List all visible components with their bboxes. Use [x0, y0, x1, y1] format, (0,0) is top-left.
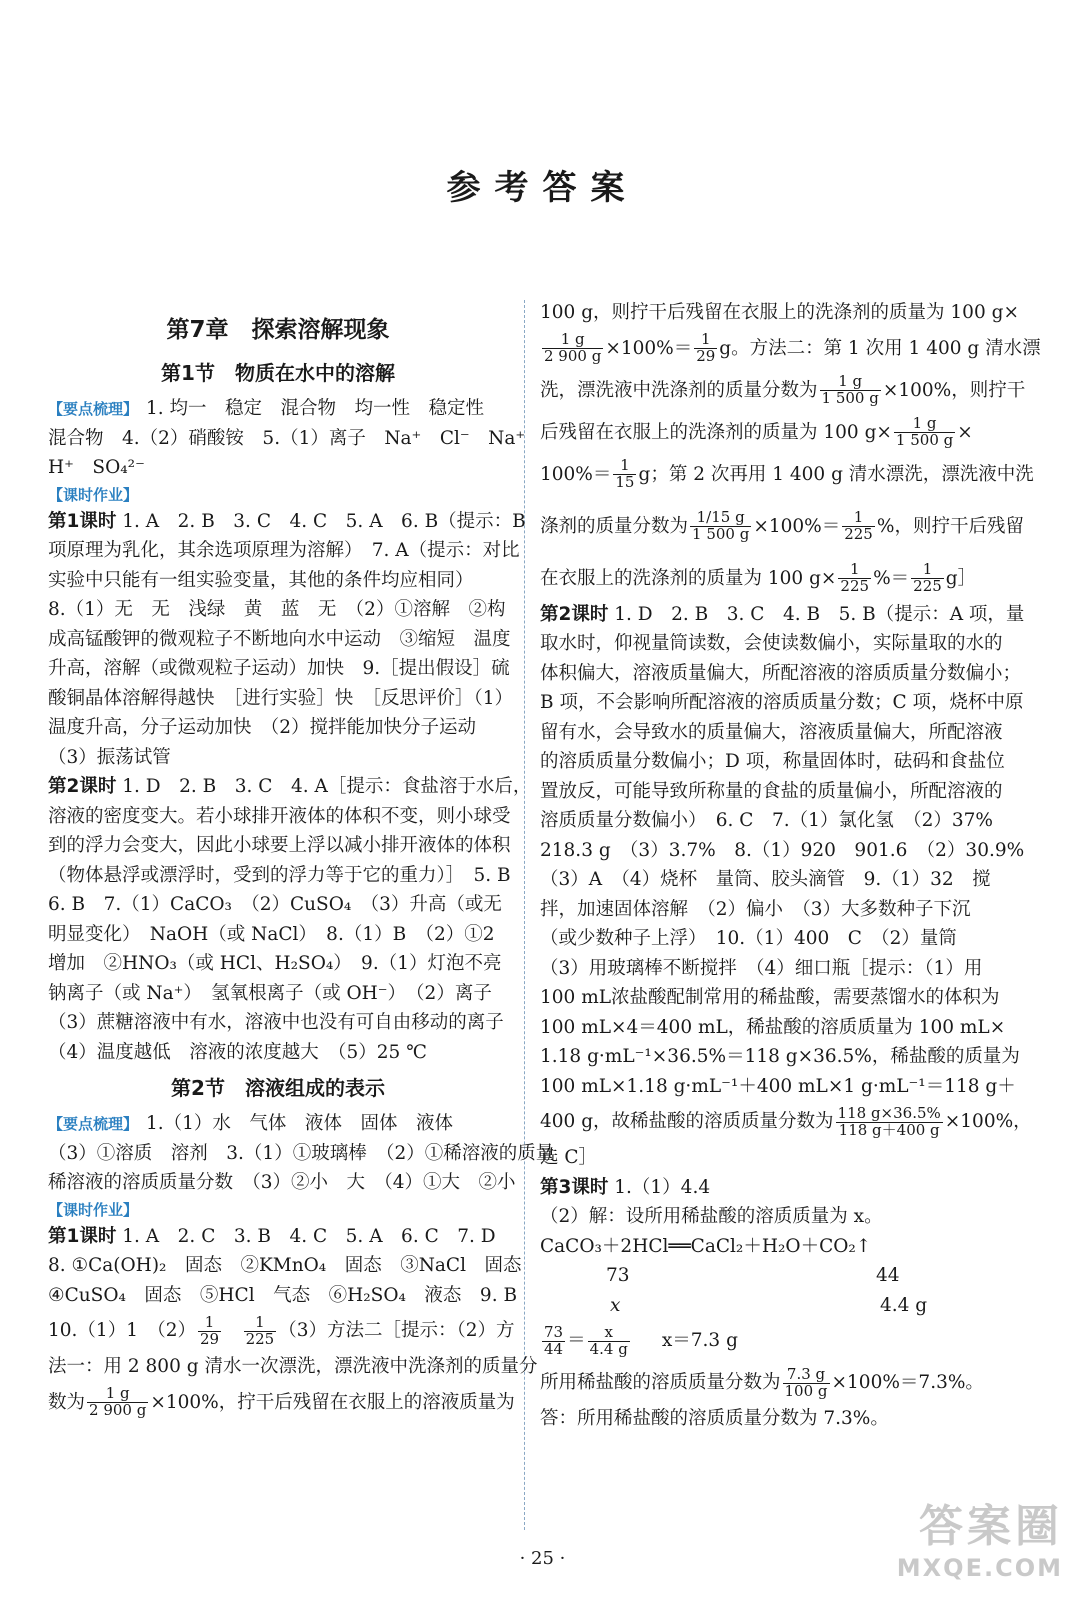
- text: g；第 2 次再用 1 400 g 清水漂洗，漂洗液中洗: [638, 463, 1034, 485]
- text: 10.（1）1 （2）: [48, 1320, 196, 1341]
- text-line: 溶液的密度变大。若小球排开液体的体积不变，则小球受: [48, 805, 511, 827]
- text: 所用稀盐酸的溶质质量分数为: [540, 1372, 781, 1393]
- fraction: [613, 458, 636, 491]
- text-line: 8.（1）无 无 浅绿 黄 蓝 无 （2）①溶解 ②构: [48, 599, 506, 620]
- text-line: [540, 558, 1010, 600]
- numerator: 1: [613, 458, 636, 475]
- text-line: 体积偏大，溶液质量偏大，所配溶液的溶质质量分数偏小；: [540, 662, 1022, 684]
- denominator: 29: [199, 1329, 220, 1348]
- fraction: [87, 1386, 148, 1419]
- numerator: x: [588, 1325, 630, 1342]
- text-line: 100 g，则拧干后残留在衣服上的洗涤剂的质量为 100 g×: [540, 302, 1019, 323]
- text: 1.（1）4.4: [614, 1176, 711, 1198]
- fraction: [783, 1364, 830, 1400]
- ratio-line: [540, 1320, 1010, 1362]
- text-line: 取水时，仰视量筒读数，会使读数偏小，实际量取的水的: [540, 633, 1003, 654]
- text-line: 酸铜晶体溶解得越快 ［进行实验］快 ［反思评价］（1）: [48, 687, 514, 709]
- fraction: [542, 1322, 565, 1358]
- text: ×100%＝7.3%。: [831, 1372, 984, 1393]
- text: %＝: [873, 567, 910, 589]
- fraction: [894, 416, 955, 449]
- watermark-text: 答案圈: [919, 1501, 1063, 1552]
- fraction: [588, 1322, 630, 1358]
- lesson-label: 第1课时: [48, 1225, 117, 1247]
- numerator: 118 g×36.5%: [837, 1103, 941, 1122]
- text-line: （3）用玻璃棒不断搅拌 （4）细口瓶［提示：（1）用: [540, 957, 983, 979]
- numerator: 1: [838, 562, 871, 579]
- text-line: [540, 412, 1010, 454]
- denominator: 15: [615, 473, 635, 491]
- denominator: 225: [844, 525, 873, 543]
- numerator: 1 g: [542, 332, 603, 349]
- s1-points-line: [48, 394, 508, 424]
- text: 在衣服上的洗涤剂的质量为 100 g×: [540, 567, 837, 589]
- text-line: 6. B 7.（1）CaCO₃ （2）CuSO₄ （3）升高（或无: [48, 894, 502, 915]
- text-line: B 项，不会影响所配溶液的溶质质量分数；C 项，烧杯中原: [540, 692, 1024, 713]
- chapter-title: 第7章 探索溶解现象: [166, 317, 390, 343]
- denominator: 1 500 g: [821, 389, 879, 407]
- text-line: 100 mL×1.18 g·mL⁻¹＋400 mL×1 g·mL⁻¹＝118 g＋: [540, 1075, 1016, 1097]
- lesson-2-line: [540, 600, 1025, 630]
- watermark-url: MXQE.COM: [896, 1554, 1063, 1582]
- text: 后残留在衣服上的洗涤剂的质量为 100 g×: [540, 421, 892, 443]
- denominator: 44: [544, 1339, 564, 1358]
- column-divider: [524, 300, 525, 1530]
- text-line: 法一：用 2 800 g 清水一次漂洗，漂洗液中洗涤剂的质量分: [48, 1356, 538, 1377]
- key-points-tag: 【要点梳理】: [48, 400, 139, 418]
- denominator: 2 900 g: [89, 1401, 147, 1419]
- text: ×: [957, 421, 973, 443]
- text: %，则拧干后残留: [876, 515, 1024, 537]
- numerator: 1: [842, 510, 875, 527]
- text-line: 选 C］: [540, 1147, 598, 1168]
- denominator: 225: [913, 577, 942, 595]
- lesson-3-line: [540, 1173, 1010, 1203]
- fraction: [694, 332, 717, 365]
- text: 1. A 2. B 3. C 4. C 5. A 6. B（提示：B: [122, 510, 526, 532]
- text: x: [610, 1294, 621, 1316]
- text-line: 的溶质质量分数偏小；D 项，称量固体时，砝码和食盐位: [540, 751, 1005, 772]
- text: ×100%，则拧干: [882, 379, 1026, 401]
- numerator: 1 g: [894, 416, 955, 433]
- text-line: 升高，溶解（或微观粒子运动）加快 9.［提出假设］硫: [48, 658, 510, 679]
- text-line: H⁺ SO₄²⁻: [48, 457, 145, 478]
- text-line: [540, 1101, 1032, 1143]
- denominator: 225: [840, 577, 870, 595]
- text-line: 明显变化） NaOH（或 NaCl） 8.（1）B （2）①2: [48, 923, 495, 945]
- text: 73: [606, 1265, 630, 1286]
- final-answer: 答：所用稀盐酸的溶质质量分数为 7.3%。: [540, 1408, 889, 1429]
- lesson-label: 第1课时: [48, 510, 117, 532]
- text: 4.4 g: [880, 1294, 928, 1316]
- text-line: 成高锰酸钾的微观粒子不断地向水中运动 ③缩短 温度: [48, 628, 511, 650]
- text-line: （3）蔗糖溶液中有水，溶液中也没有可自由移动的离子: [48, 1012, 504, 1033]
- text: 涤剂的质量分数为: [540, 515, 689, 537]
- text-line: [540, 454, 1034, 496]
- numerator: 1 g: [87, 1386, 148, 1403]
- page-number: · 25 ·: [519, 1548, 566, 1569]
- text-line: 到的浮力会变大，因此小球要上浮以减小排开液体的体积: [48, 835, 511, 856]
- lesson-label: 第2课时: [48, 776, 117, 797]
- text: x＝7.3 g: [661, 1330, 738, 1351]
- text-line: 增加 ②HNO₃（或 HCl、H₂SO₄） 9.（1）灯泡不亮: [48, 953, 502, 974]
- text: 1. A 2. C 3. B 4. C 5. A 6. C 7. D: [122, 1225, 496, 1247]
- text-line: （或少数种子上浮） 10.（1）400 C （2）量筒: [540, 928, 957, 949]
- text-line: [540, 1362, 1010, 1404]
- text-line: （3）振荡试管: [48, 746, 171, 768]
- text-line: ④CuSO₄ 固态 ⑤HCl 气态 ⑥H₂SO₄ 液态 9. B: [48, 1284, 518, 1306]
- text: 1.（1）水 气体 液体 固体 液体: [146, 1113, 453, 1134]
- text: 100%＝: [540, 463, 612, 485]
- text: 1. D 2. B 3. C 4. A［提示：食盐溶于水后，: [122, 776, 532, 797]
- text-line: 1.18 g·mL⁻¹×36.5%＝118 g×36.5%，稀盐酸的质量为: [540, 1046, 1020, 1067]
- text-line: [540, 496, 1024, 558]
- fraction: [842, 510, 875, 543]
- denominator: 4.4 g: [589, 1339, 628, 1358]
- lesson-label: 第3课时: [540, 1176, 609, 1198]
- fraction: [542, 332, 603, 365]
- homework-tag: 【课时作业】: [48, 485, 139, 504]
- text-line: （2）解：设所用稀盐酸的溶质质量为 x。: [540, 1206, 883, 1227]
- text: 1. D 2. B 3. C 4. B 5. B（提示：A 项，量: [614, 603, 1025, 625]
- text-line: 钠离子（或 Na⁺） 氢氧根离子（或 OH⁻） （2）离子: [48, 982, 492, 1004]
- fraction: [198, 1312, 221, 1348]
- denominator: 1 500 g: [692, 525, 750, 543]
- text: （3）方法二［提示：（2）方: [278, 1320, 515, 1341]
- denominator: 225: [245, 1329, 275, 1348]
- denominator: 2 900 g: [544, 347, 602, 365]
- denominator: 1 500 g: [895, 431, 954, 449]
- numerator: 7.3 g: [783, 1367, 830, 1384]
- fraction: [836, 1103, 943, 1139]
- fraction: [911, 562, 944, 595]
- numerator: 1: [198, 1315, 221, 1332]
- s2-points-line: [48, 1109, 508, 1139]
- text-line: 溶质质量分数偏小） 6. C 7.（1）氯化氢 （2）37%: [540, 810, 993, 831]
- lesson-label: 第2课时: [540, 603, 609, 625]
- text-line: 218.3 g （3）3.7% 8.（1）920 901.6 （2）30.9%: [540, 839, 1025, 861]
- text-line: 拌，加速固体溶解 （2）偏小 （3）大多数种子下沉: [540, 898, 971, 920]
- fraction: [820, 374, 881, 407]
- text: ×100%，拧干后残留在衣服上的溶液质量为: [150, 1391, 515, 1413]
- text-line: 混合物 4.（2）硝酸铵 5.（1）离子 Na⁺ Cl⁻ Na⁺: [48, 427, 526, 449]
- numerator: 1: [911, 562, 944, 579]
- s1-lesson-2-line: [48, 772, 532, 802]
- text-line: 8. ①Ca(OH)₂ 固态 ②KMnO₄ 固态 ③NaCl 固态: [48, 1255, 522, 1276]
- text-line: （物体悬浮或漂浮时，受到的浮力等于它的重力）］ 5. B: [48, 864, 511, 886]
- section-1-title: 第1节 物质在水中的溶解: [161, 361, 395, 385]
- q10-line: [48, 1310, 515, 1352]
- text: ×100%＝: [605, 337, 693, 359]
- text-line: [540, 370, 1026, 412]
- denominator: 29: [696, 347, 716, 365]
- text: ＝: [567, 1330, 586, 1351]
- numerator: 1 g: [820, 374, 881, 391]
- key-points-tag: 【要点梳理】: [48, 1115, 139, 1133]
- text-line: 100 mL浓盐酸配制常用的稀盐酸，需要蒸馏水的体积为: [540, 987, 1000, 1008]
- fraction: [690, 510, 751, 543]
- denominator: 118 g＋400 g: [838, 1120, 940, 1139]
- eq-values-row: [540, 1291, 1010, 1321]
- s2-lesson-1-line: [48, 1222, 508, 1252]
- text-line: [48, 1382, 515, 1424]
- eq-values-row: [540, 1261, 1010, 1291]
- text-line: 温度升高，分子运动加快 （2）搅拌能加快分子运动: [48, 717, 477, 738]
- fraction: [244, 1312, 277, 1348]
- text: g。方法二：第 1 次用 1 400 g 清水漂: [719, 337, 1041, 359]
- text-line: 实验中只能有一组实验变量，其他的条件均应相同）: [48, 569, 474, 591]
- text-line: （3）A （4）烧杯 量筒、胶头滴管 9.（1）32 搅: [540, 869, 991, 890]
- text: ×100%，: [944, 1111, 1032, 1132]
- text: ×100%＝: [753, 515, 841, 537]
- text-line: （3）①溶质 溶剂 3.（1）①玻璃棒 （2）①稀溶液的质量: [48, 1142, 555, 1164]
- right-column: [540, 296, 1041, 1434]
- text-line: [540, 328, 1041, 370]
- text: g］: [945, 567, 977, 589]
- text-line: 100 mL×4＝400 mL，稀盐酸的溶质质量为 100 mL×: [540, 1016, 1006, 1038]
- text: 44: [876, 1265, 900, 1286]
- s1-lesson-1-line: [48, 507, 526, 537]
- numerator: 73: [544, 1322, 564, 1341]
- numerator: 1: [694, 332, 717, 349]
- page-title: 参考答案: [446, 168, 639, 208]
- text: 洗，漂洗液中洗涤剂的质量分数为: [540, 379, 818, 401]
- text: 数为: [48, 1391, 86, 1413]
- denominator: 100 g: [784, 1381, 828, 1400]
- chemical-equation: CaCO₃＋2HCl══CaCl₂＋H₂O＋CO₂↑: [540, 1235, 872, 1257]
- text-line: 置放反，可能导致所称量的食盐的质量偏小，所配溶液的: [540, 780, 1003, 802]
- text-line: 项原理为乳化，其余选项原理为溶解） 7. A（提示：对比: [48, 540, 520, 561]
- section-2-title: 第2节 溶液组成的表示: [171, 1076, 385, 1100]
- numerator: 1/15 g: [690, 510, 751, 527]
- text: 1. 均一 稳定 混合物 均一性 稳定性: [146, 398, 485, 419]
- homework-tag: 【课时作业】: [48, 1200, 139, 1219]
- text: 400 g，故稀盐酸的溶质质量分数为: [540, 1111, 834, 1132]
- fraction: [838, 562, 871, 595]
- text-line: 留有水，会导致水的质量偏大，溶液质量偏大，所配溶液: [540, 721, 1003, 743]
- numerator: 1: [244, 1315, 277, 1332]
- watermark-logo: [897, 1490, 1063, 1582]
- text-line: （4）温度越低 溶液的浓度越大 （5）25 ℃: [48, 1041, 427, 1063]
- text-line: 稀溶液的溶质质量分数 （3）②小 大 （4）①大 ②小: [48, 1172, 516, 1193]
